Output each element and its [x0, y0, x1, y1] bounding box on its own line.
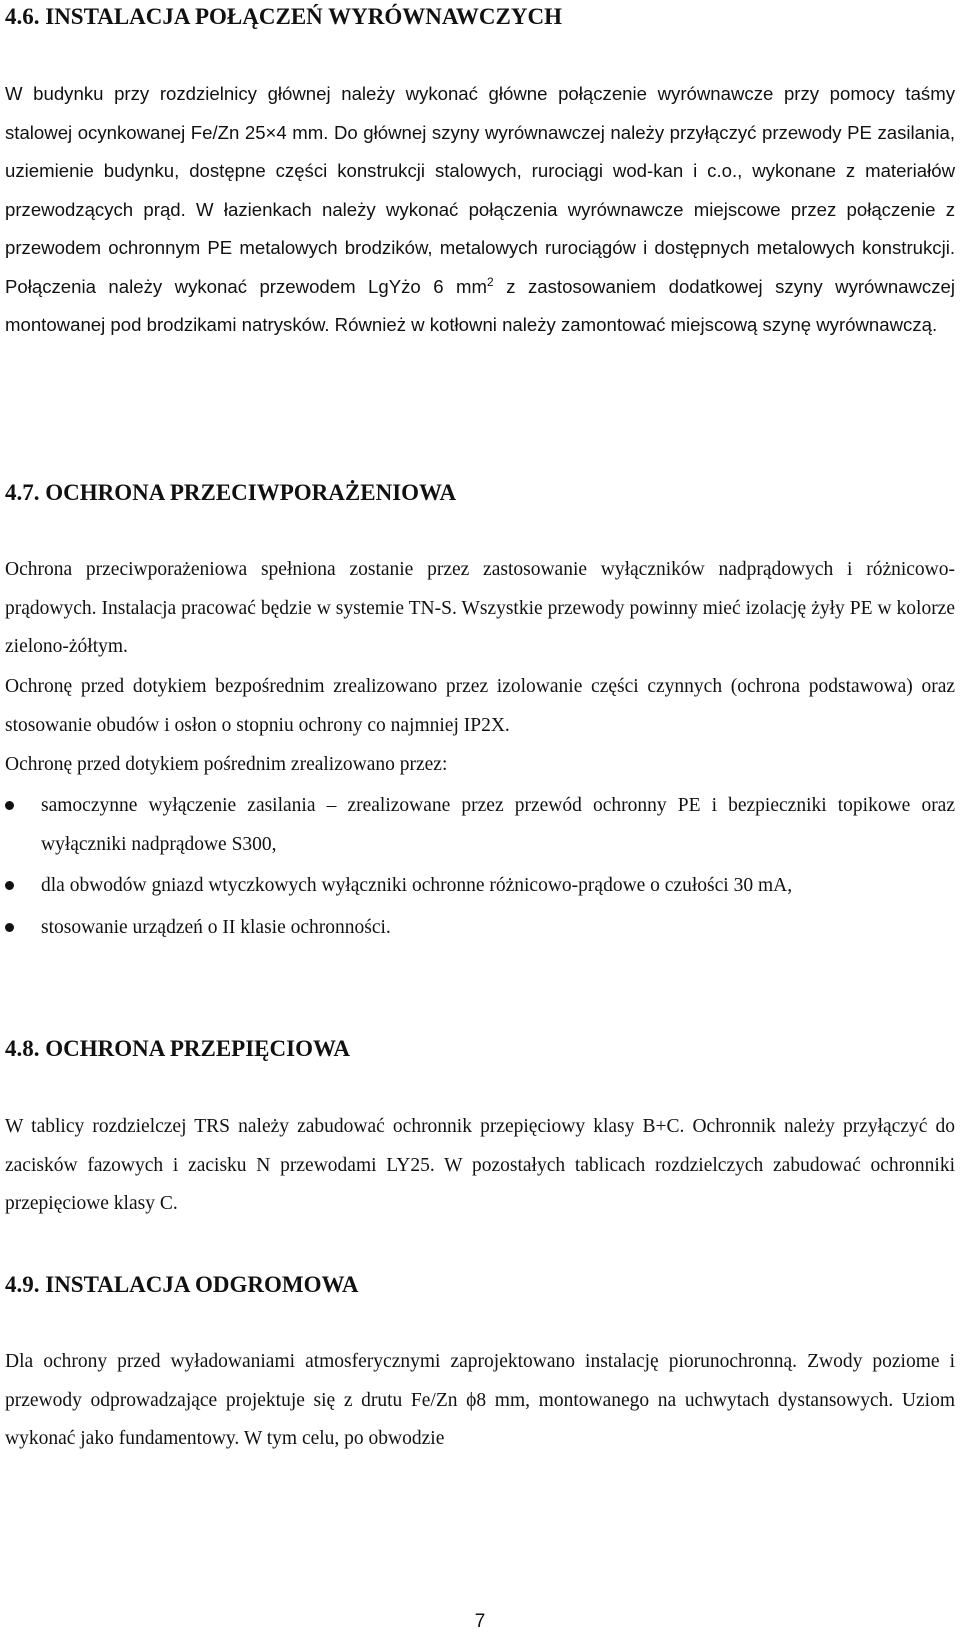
section-heading-4-9: 4.9. INSTALACJA ODGROMOWA [5, 1272, 359, 1297]
bullet-icon [5, 923, 14, 932]
section-4-6-paragraph-text-continued: z zastosowaniem dodatkowej szyny wyrównawczej montowanej pod brodzikami natrysków. Również w kotłowni należy zamontować miejscową szynę wyrównawczą. [5, 275, 956, 335]
section-4-6-paragraph-text: W budynku przy rozdzielnicy głównej należy wykonać główne połączenie wyrównawcze przy pomocy taśmy stalowej ocynkowanej Fe/Zn 25×4 mm. Do głównej szyny wyrównawczej należy przyłączyć przewody PE zasilania, uziemienie budynku, dostępne części konstrukcji stalowych, rurociągi wod-kan i c.o., wykonane z materiałów przewodzących prąd. W łazienkach należy wykonać połączenia wyrównawcze miejscowe przez połączenie z przewodem ochronnym PE metalowych brodzików, metalowych rurociągów i dostępnych metalowych konstrukcji. Połączenia należy wykonać przewodem LgYżo 6 mm [5, 83, 955, 297]
bullet-icon [5, 881, 14, 890]
list-item [5, 909, 955, 948]
section-4-8-paragraph: W tablicy rozdzielczej TRS należy zabudować ochronnik przepięciowy klasy B+C. Ochronnik należy przyłączyć do zacisków fazowych i zacisku N przewodami LY25. W pozostałych tablicach rozdzielczych zabudować ochronniki przepięciowe klasy C. [5, 1116, 955, 1214]
section-4-9-paragraph: Dla ochrony przed wyładowaniami atmosferycznymi zaprojektowano instalację piorunochronną. Zwody poziome i przewody odprowadzające projektuje się z drutu Fe/Zn ϕ8 mm, montowanego na uchwytach dystansowych. Uziom wykonać jako fundamentowy. W tym celu, po obwodzie [5, 1351, 955, 1449]
list-item [5, 867, 955, 906]
section-heading-4-8: 4.8. OCHRONA PRZEPIĘCIOWA [5, 1036, 351, 1061]
section-4-7-paragraph-3: Ochronę przed dotykiem pośrednim zrealizowano przez: [5, 754, 448, 775]
superscript-2: 2 [487, 274, 494, 289]
bullet-icon [5, 801, 14, 810]
list-item-text: samoczynne wyłączenie zasilania – zrealizowane przez przewód ochronny PE i bezpieczniki topikowe oraz wyłączniki nadprądowe S300, [41, 795, 955, 855]
section-heading-4-7: 4.7. OCHRONA PRZECIWPORAŻENIOWA [5, 480, 457, 505]
section-heading-4-6: 4.6. INSTALACJA POŁĄCZEŃ WYRÓWNAWCZYCH [5, 4, 562, 29]
list-item [5, 787, 955, 864]
protection-bullet-list [5, 787, 955, 950]
page-number: 7 [474, 1611, 486, 1632]
section-4-7-paragraph-2: Ochronę przed dotykiem bezpośrednim zrealizowano przez izolowanie części czynnych (ochrona podstawowa) oraz stosowanie obudów i osłon o stopniu ochrony co najmniej IP2X. [5, 676, 955, 736]
list-item-text: dla obwodów gniazd wtyczkowych wyłączniki ochronne różnicowo-prądowe o czułości 30 mA, [41, 875, 793, 896]
section-4-7-paragraph-1: Ochrona przeciwporażeniowa spełniona zostanie przez zastosowanie wyłączników nadprądowych i różnicowo-prądowych. Instalacja pracować będzie w systemie TN-S. Wszystkie przewody powinny mieć izolację żyły PE w kolorze zielono-żółtym. [5, 559, 955, 657]
section-4-6-paragraph [5, 75, 955, 345]
list-item-text: stosowanie urządzeń o II klasie ochronności. [41, 916, 391, 938]
